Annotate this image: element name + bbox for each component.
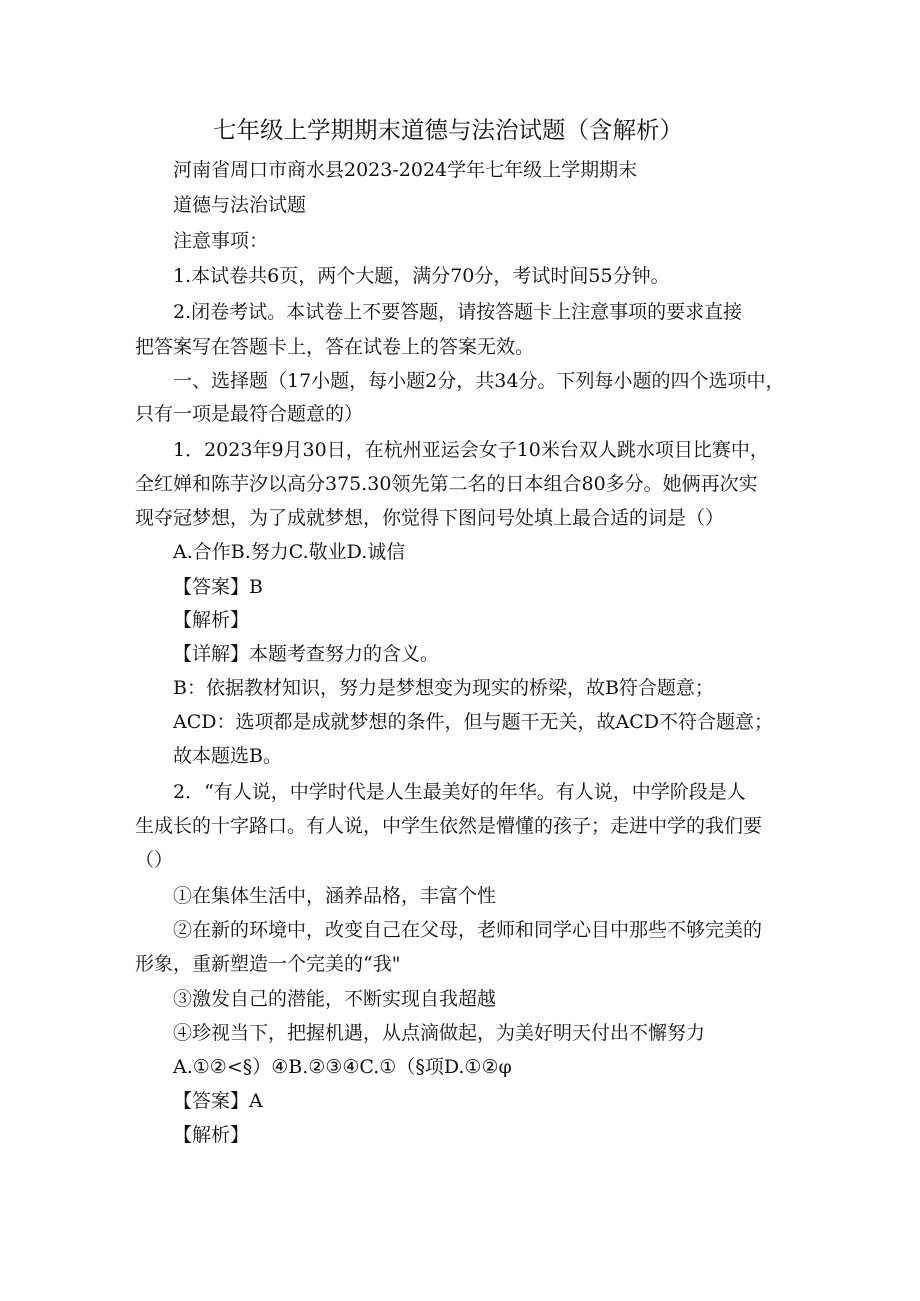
section-heading: 一、选择题（17小题，每小题2分，共34分。下列每小题的四个选项中，	[173, 370, 785, 392]
header-line: 道德与法治试题	[173, 194, 307, 216]
statement-item: ①在集体生活中，涵养品格，丰富个性	[173, 885, 497, 907]
explanation-text: B：依据教材知识，努力是梦想变为现实的桥梁，故B符合题意；	[173, 677, 714, 699]
notice-heading: 注意事项：	[173, 230, 269, 252]
notice-item: 2.闭卷考试。本试卷上不要答题，请按答题卡上注意事项的要求直接	[173, 301, 743, 323]
conclusion-text: 故本题选B。	[173, 745, 282, 767]
document-title: 七年级上学期期末道德与法治试题（含解析）	[213, 116, 683, 144]
header-line: 河南省周口市商水县2023-2024学年七年级上学期期末	[173, 159, 638, 181]
statement-item-continued: 形象，重新塑造一个完美的“我"	[135, 953, 401, 975]
analysis-label: 【解析】	[173, 609, 250, 631]
answer-label: 【答案】B	[173, 576, 263, 598]
analysis-label: 【解析】	[173, 1124, 250, 1146]
question-text: 2．“有人说，中学时代是人生最美好的年华。有人说，中学阶段是人	[173, 781, 746, 803]
question-text: 生成长的十字路口。有人说，中学生依然是懵懂的孩子；走进中学的我们要	[135, 815, 763, 837]
statement-item: ②在新的环境中，改变自己在父母，老师和同学心目中那些不够完美的	[173, 919, 763, 941]
notice-item: 1.本试卷共6页，两个大题，满分70分，考试时间55分钟。	[173, 265, 670, 287]
statement-item: ③激发自己的潜能，不断实现自我超越	[173, 988, 497, 1010]
answer-label: 【答案】A	[173, 1090, 263, 1112]
question-text: 全红婵和陈芋汐以高分375.30领先第二名的日本组合80多分。她俩再次实	[135, 473, 758, 495]
section-heading-continued: 只有一项是最符合题意的）	[135, 403, 364, 425]
question-text: 现夺冠梦想，为了成就梦想，你觉得下图问号处填上最合适的词是（）	[135, 507, 725, 529]
statement-item: ④珍视当下，把握机遇，从点滴做起，为美好明天付出不懈努力	[173, 1022, 706, 1044]
question-options: A.合作B.努力C.敬业D.诚信	[173, 541, 406, 563]
question-text: 1．2023年9月30日，在杭州亚运会女子10米台双人跳水项目比赛中，	[173, 439, 769, 461]
detail-text: 【详解】本题考查努力的含义。	[173, 643, 440, 665]
notice-item-continued: 把答案写在答题卡上，答在试卷上的答案无效。	[135, 336, 535, 358]
question-options: A.①②<§）④B.②③④C.①（§项D.①②φ	[173, 1056, 512, 1078]
explanation-text: ACD：选项都是成就梦想的条件，但与题干无关，故ACD不符合题意；	[173, 711, 773, 733]
question-text: （）	[135, 849, 174, 871]
